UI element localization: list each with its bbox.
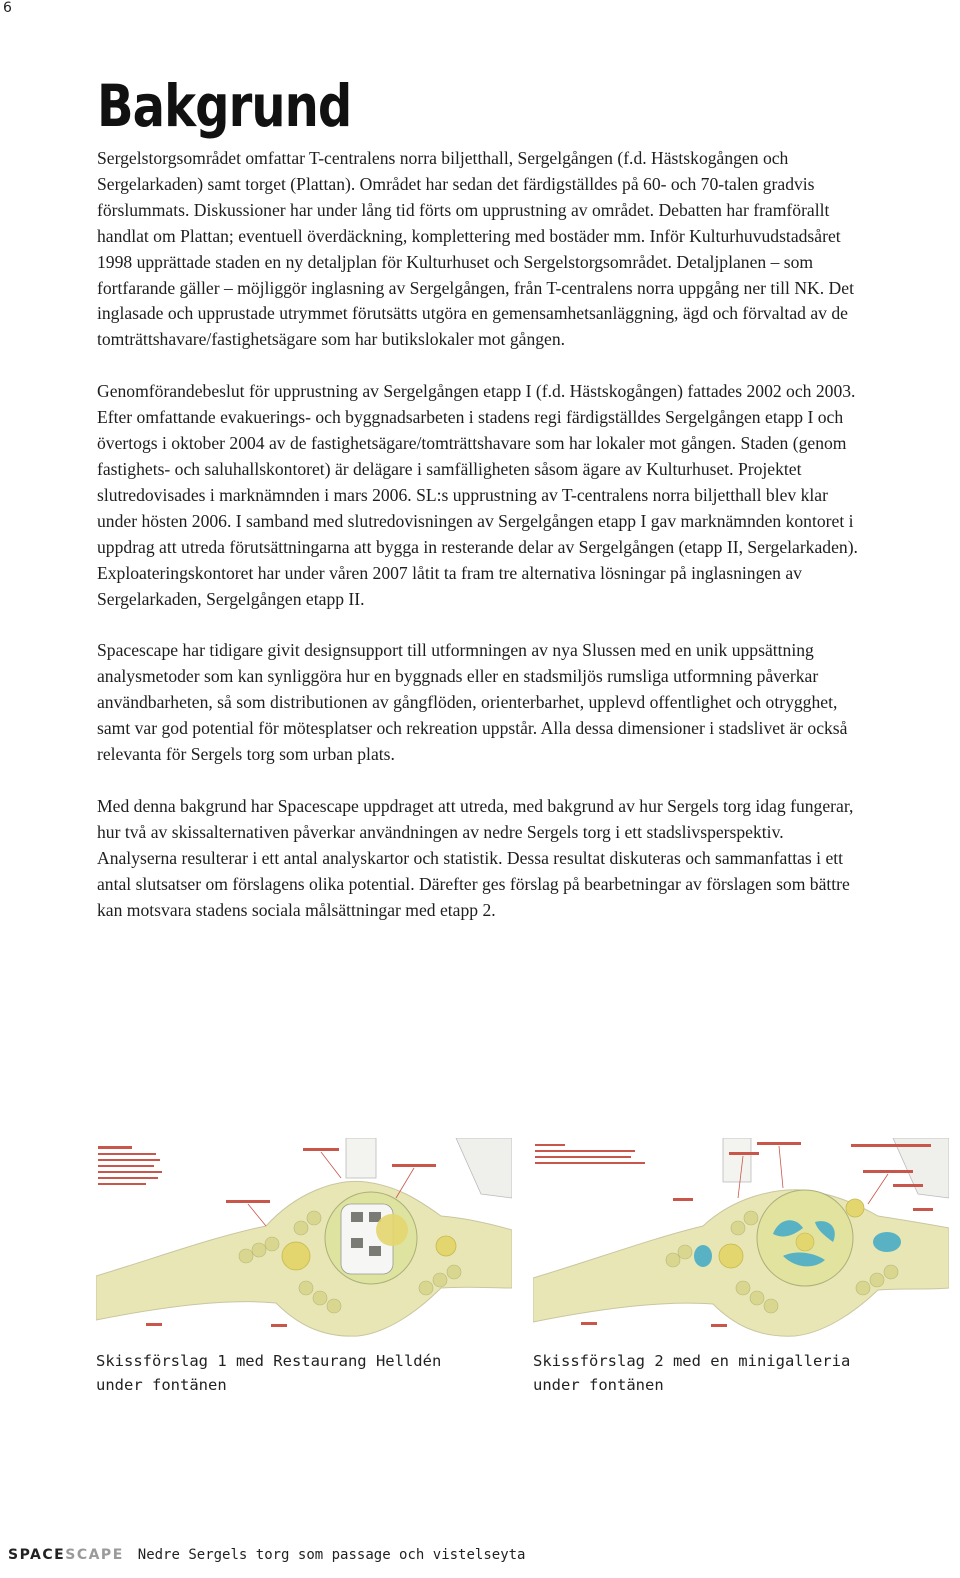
caption-line: under fontänen [533, 1376, 664, 1394]
paragraph: Sergelstorgsområdet omfattar T-centralens norra biljetthall, Sergelgången (f.d. Hästskogången och Sergelarkaden) samt torget (Plattan). Området har sedan det färdigställdes på 60- och 70-talen gradvis förslummats. Diskussioner har under lång tid förts om upprustning av området. Debatten har framförallt handlat om Plattan; eventuell överdäckning, komplettering med bostäder mm. Inför Kulturhuvudstadsåret 1998 upprättade staden en ny detaljplan för Kulturhuset och Sergelstorgsområdet. Detaljplanen – som fortfarande gäller – möjliggör inglasning av Sergelgången, från T-centralens norra uppgång ner till NK. Det inglasade och upprustade utrymmet förutsätts utgöra en gemensamhetsanläggning, ägd och förvaltad av de tomträttshavare/fastighetsägare som har butikslokaler mot gången. [97, 148, 854, 350]
paragraph: Genomförandebeslut för upprustning av Sergelgången etapp I (f.d. Hästskogången) fattades 2002 och 2003. Efter omfattande evakuerings- och byggnadsarbeten i stadens regi färdigställdes Sergelgången etapp I och övertogs i oktober 2004 av de fastighetsägare/tomträttshavare som har lokaler mot gången. Staden (genom fastighets- och saluhallskontoret) är delägare i samfälligheten såsom ägare av Kulturhuset. Projektet slutredovisades i marknämnden i mars 2006. SL:s upprustning av T-centralens norra biljetthall blev klar under hösten 2006. I samband med slutredovisningen av Sergelgången etapp I gav marknämnden kontoret i uppdrag att utreda förutsättningarna att bygga in resterande delar av Sergelgången (etapp II, Sergelarkaden). Exploateringskontoret har under våren 2007 låtit ta fram tre alternativa lösningar på inglasningen av Sergelarkaden, Sergelgången etapp II. [97, 381, 858, 609]
paragraph: Med denna bakgrund har Spacescape uppdraget att utreda, med bakgrund av hur Sergels torg idag fungerar, hur två av skissalternativen påverkar användningen av nedre Sergels torg i ett stadslivsperspektiv. Analyserna resulterar i ett antal analyskartor och statistik. Dessa resultat diskuteras och sammanfattas i ett antal slutsatser om förslagens olika potential. Därefter ges förslag på bearbetningar av förslagen som bättre kan motsvara stadens sociala målsättningar med etapp 2. [97, 795, 854, 920]
footer-title: Nedre Sergels torg som passage och vistelseyta [137, 1547, 526, 1563]
body-text [97, 146, 867, 949]
caption-line: under fontänen [96, 1376, 227, 1394]
figure-caption-1 [96, 1349, 496, 1397]
footer [8, 1547, 526, 1563]
logo-part-dark: SPACE [8, 1547, 66, 1563]
sketch-image-1 [96, 1138, 512, 1340]
spacescape-logo [8, 1547, 124, 1563]
figure-caption-2 [533, 1349, 933, 1397]
page-title: Bakgrund [97, 72, 352, 140]
page-number: 6 [3, 0, 12, 16]
logo-part-light: SCAPE [65, 1547, 124, 1563]
caption-line: Skissförslag 1 med Restaurang Helldén [96, 1352, 442, 1370]
paragraph: Spacescape har tidigare givit designsupport till utformningen av nya Slussen med en unik uppsättning analysmetoder som kan synliggöra hur en byggnads eller en stadsmiljös rumsliga utformning påverkar användbarheten, så som distributionen av gångflöden, orienterbarhet, upplevd offentlighet och otrygghet, samt var god potential för mötesplatser och rekreation uppstår. Alla dessa dimensioner i stadslivet är också relevanta för Sergels torg som urban plats. [97, 640, 848, 765]
sketch-image-2 [533, 1138, 949, 1340]
caption-line: Skissförslag 2 med en minigalleria [533, 1352, 851, 1370]
